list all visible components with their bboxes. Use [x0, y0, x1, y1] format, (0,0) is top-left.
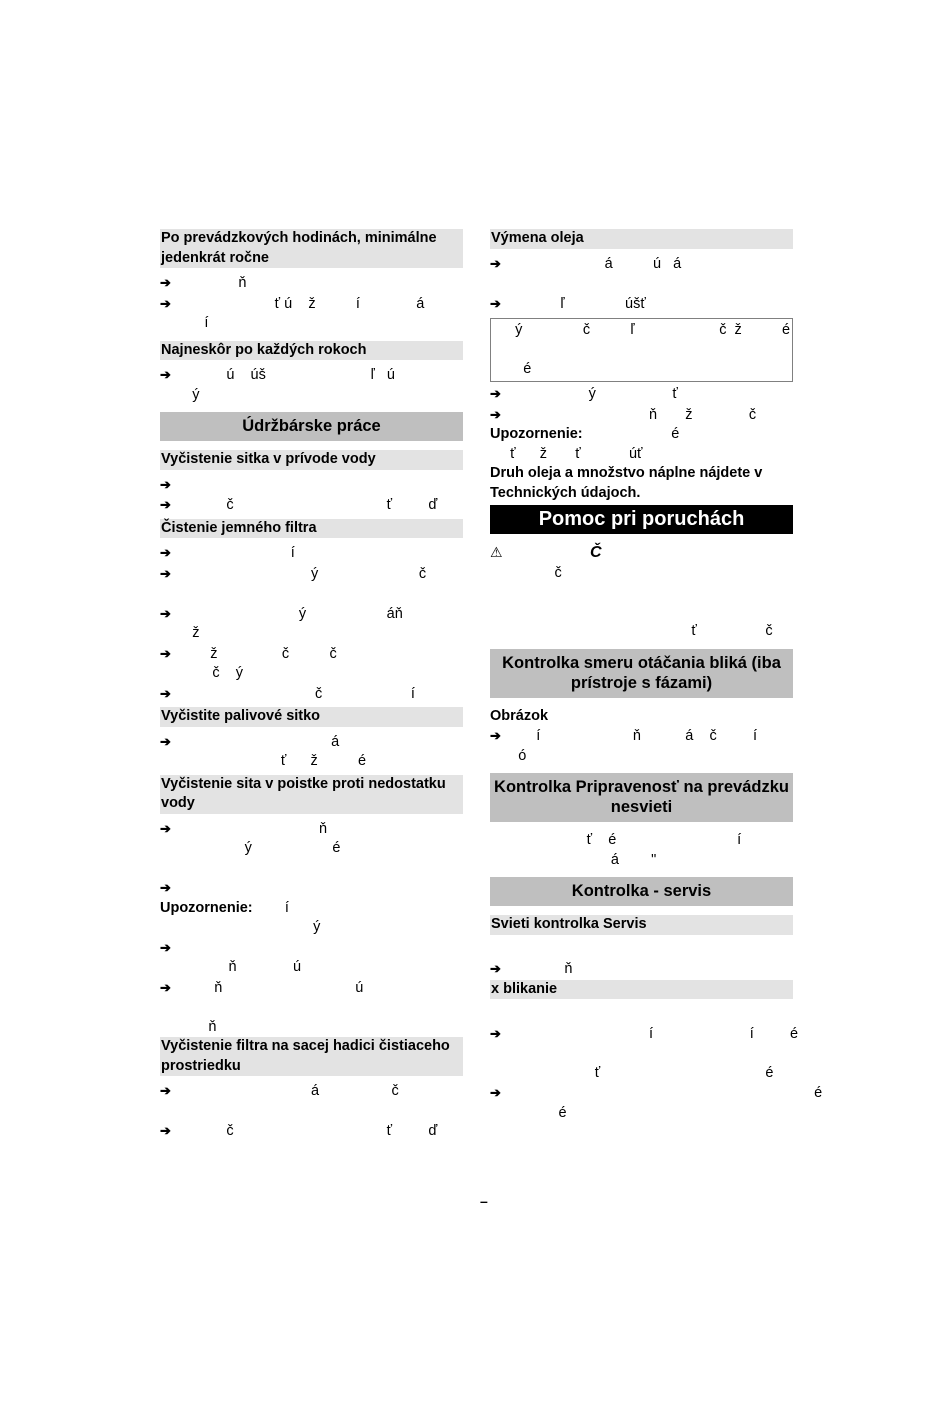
text-line: á "	[490, 851, 657, 868]
step-line: ➔ ň ž č	[490, 406, 757, 423]
right-column	[490, 229, 823, 1123]
step-line: ➔ č í	[160, 685, 415, 702]
arrow-icon: ➔	[490, 386, 501, 401]
text-line: ť ž é	[160, 753, 367, 769]
arrow-icon: ➔	[160, 820, 171, 836]
step-line: ➔ é	[490, 1085, 823, 1101]
step-line: ➔ ý áň	[160, 605, 403, 622]
note-line: Upozornenie: í	[160, 899, 289, 916]
heading-float-sieve: Vyčistenie sita v poistke proti nedostatku vody	[160, 775, 463, 814]
note-line: Upozornenie: é	[490, 426, 680, 442]
note-label: Upozornenie:	[490, 426, 583, 442]
step-line	[160, 938, 463, 959]
arrow-icon: ➔	[160, 939, 171, 955]
text-line	[160, 1102, 463, 1122]
arrow-icon: ➔	[160, 476, 171, 492]
text-line	[160, 998, 463, 1018]
arrow-icon: ➔	[490, 961, 501, 976]
step-line: ➔ ň	[490, 961, 573, 977]
text-line: í	[160, 315, 209, 331]
box-line: é	[491, 361, 532, 377]
notice-box	[490, 318, 793, 382]
heading-fuel-sieve: Vyčistite palivové sitko	[160, 707, 463, 727]
heading-troubleshooting: Pomoc pri poruchách	[490, 505, 793, 534]
arrow-icon: ➔	[160, 367, 171, 382]
heading-fine-filter: Čistenie jemného filtra	[160, 519, 463, 539]
arrow-icon: ➔	[160, 733, 171, 749]
text-line: ý	[160, 386, 200, 403]
arrow-icon: ➔	[160, 545, 171, 560]
arrow-icon: ➔	[160, 645, 171, 661]
step-line: ➔ á ú á	[490, 255, 682, 272]
heading-rotation-lamp: Kontrolka smeru otáčania bliká (iba prístroje s fázami)	[490, 649, 793, 698]
arrow-icon: ➔	[490, 1085, 501, 1100]
text-line: ý	[160, 919, 321, 935]
step-line: ➔ í í é	[490, 1025, 799, 1042]
text-line: ť ž ť úť	[490, 445, 643, 462]
heading-operating-hours: Po prevádzkových hodinách, minimálne jedenkrát ročne	[160, 229, 463, 268]
heading-oil-change: Výmena oleja	[490, 229, 793, 249]
heading-service-on: Svieti kontrolka Servis	[490, 915, 793, 935]
arrow-icon: ➔	[160, 880, 171, 895]
heading-water-sieve: Vyčistenie sitka v prívode vody	[160, 450, 463, 470]
step-line	[160, 878, 463, 899]
step-line: ➔ č ť ď	[160, 497, 438, 513]
step-line: ➔ ú úš ľ ú	[160, 367, 395, 383]
step-line: ➔ ý ť	[490, 386, 678, 402]
arrow-icon: ➔	[160, 295, 171, 311]
arrow-icon: ➔	[490, 406, 501, 422]
text-line: ť č	[490, 623, 773, 639]
step-line: ➔ á č	[160, 1083, 399, 1099]
warning-triangle-icon: ⚠	[490, 544, 503, 560]
arrow-icon: ➔	[490, 1025, 501, 1041]
step-line: ➔ ň ú	[160, 979, 364, 996]
text-line: ý é	[160, 840, 341, 856]
step-line: ➔ á	[160, 733, 340, 750]
text-line: ň ú	[160, 959, 302, 975]
heading-blinking: x blikanie	[490, 980, 793, 1000]
step-line: ➔ ľ úšť	[490, 295, 646, 312]
figure-ref: Obrázok	[490, 707, 549, 724]
heading-service-lamp: Kontrolka - servis	[490, 877, 793, 906]
text-line: é	[490, 1104, 567, 1121]
text-line: č	[490, 564, 562, 581]
heading-ready-lamp: Kontrolka Pripravenosť na prevádzku nesvieti	[490, 773, 793, 822]
arrow-icon: ➔	[160, 979, 171, 995]
step-line: ➔ ň	[160, 820, 328, 837]
heading-maintenance: Údržbárske práce	[160, 412, 463, 441]
text-line: č ý	[160, 665, 243, 681]
heading-detergent-filter: Vyčistenie filtra na sacej hadici čistiaceho prostriedku	[160, 1037, 463, 1076]
text-line: ť é	[490, 1064, 774, 1081]
warning-word: Č	[590, 544, 602, 561]
arrow-icon: ➔	[160, 565, 171, 581]
page-number: –	[480, 1193, 488, 1209]
arrow-icon: ➔	[160, 605, 171, 621]
text-line: ó	[490, 747, 527, 764]
left-column	[160, 229, 463, 1142]
step-line: ➔ í	[160, 545, 295, 561]
warning-line	[490, 543, 793, 564]
arrow-icon: ➔	[160, 1123, 171, 1138]
arrow-icon: ➔	[490, 295, 501, 311]
arrow-icon: ➔	[160, 685, 171, 701]
arrow-icon: ➔	[160, 275, 171, 290]
step-line: ➔ ň	[160, 275, 247, 291]
text-line: ť é í	[490, 832, 742, 848]
step-line: ➔ í ň á č í	[490, 728, 757, 744]
oil-info-line: Technických údajoch.	[490, 484, 641, 501]
oil-info-line: Druh oleja a množstvo náplne nájdete v	[490, 465, 763, 481]
step-line: ➔ ý č	[160, 565, 427, 582]
text-line: ň	[160, 1018, 217, 1035]
heading-years: Najneskôr po každých rokoch	[160, 341, 463, 361]
step-line	[160, 475, 463, 496]
arrow-icon: ➔	[160, 497, 171, 512]
arrow-icon: ➔	[160, 1083, 171, 1098]
step-line: ➔ č ť ď	[160, 1123, 438, 1139]
note-label: Upozornenie:	[160, 899, 253, 916]
box-line	[491, 341, 792, 361]
text-line: ž	[160, 625, 200, 641]
step-line: ➔ ť ú ž í á	[160, 295, 425, 312]
arrow-icon: ➔	[490, 728, 501, 743]
step-line: ➔ ž č č	[160, 645, 337, 662]
box-line: ý č ľ č ž é	[491, 322, 791, 338]
arrow-icon: ➔	[490, 255, 501, 271]
